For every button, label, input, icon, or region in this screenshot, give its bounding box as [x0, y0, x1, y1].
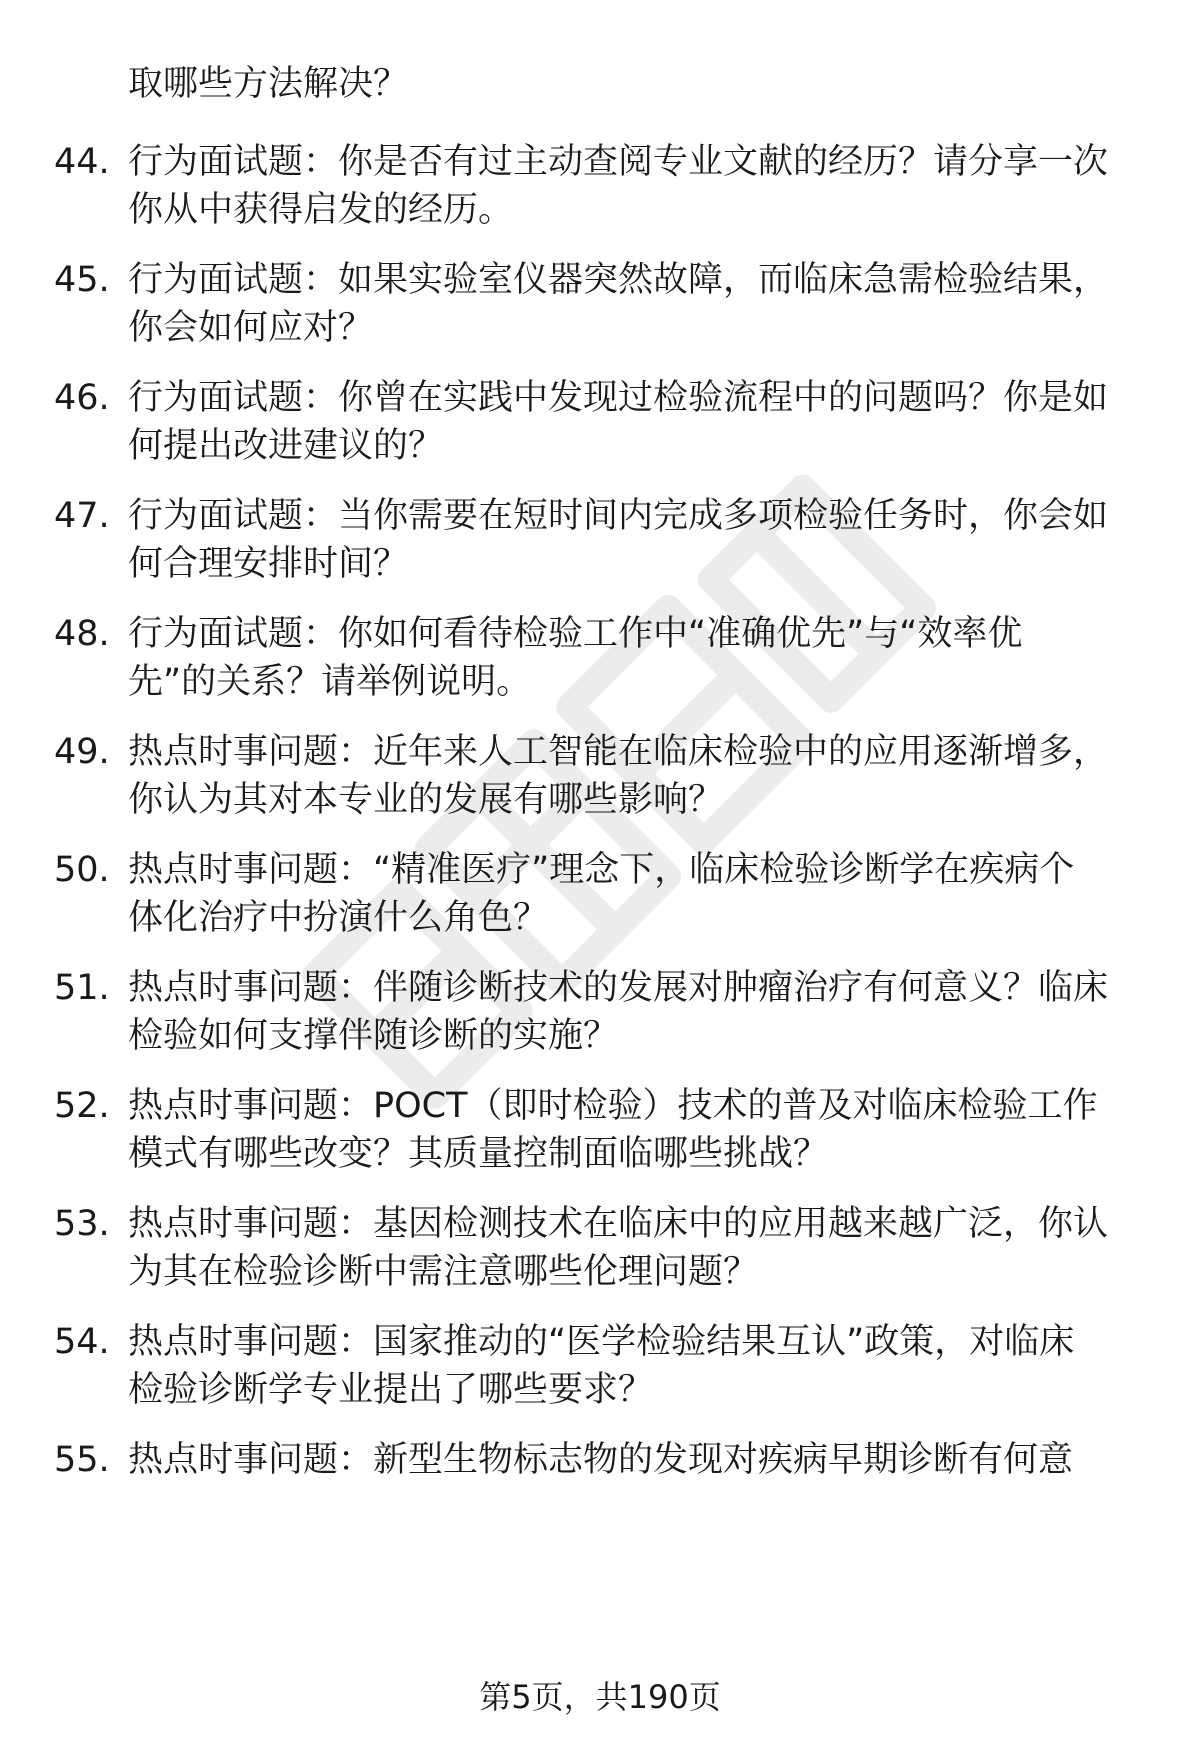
question-text	[128, 610, 1128, 706]
continuation-line: 取哪些方法解决？	[128, 64, 409, 104]
question-text-line: 你认为其对本专业的发展有哪些影响？	[128, 780, 724, 820]
question-number: 53.	[54, 1204, 110, 1244]
question-number: 49.	[54, 732, 110, 772]
page-footer: 第5页，共190页	[479, 1678, 721, 1716]
question-text-line: 热点时事问题：基因检测技术在临床中的应用越来越广泛，你认	[128, 1204, 1109, 1244]
question-text-line: 检验诊断学专业提出了哪些要求？	[128, 1370, 654, 1410]
question-text-line: 体化治疗中扮演什么角色？	[128, 898, 549, 938]
question-number: 46.	[54, 378, 110, 418]
question-text	[128, 1318, 1128, 1414]
question-number: 54.	[54, 1322, 110, 1362]
question-number: 45.	[54, 260, 110, 300]
question-text	[128, 1436, 1128, 1484]
question-text-line: 模式有哪些改变？其质量控制面临哪些挑战？	[128, 1134, 829, 1174]
question-text-line: 何提出改进建议的？	[128, 426, 444, 466]
question-text	[128, 964, 1128, 1060]
question-text	[128, 728, 1128, 824]
question-number: 51.	[54, 968, 110, 1008]
question-text-line: 何合理安排时间？	[128, 544, 409, 584]
question-text-line: 热点时事问题：新型生物标志物的发现对疾病早期诊断有何意	[128, 1440, 1074, 1480]
question-text	[128, 138, 1128, 234]
question-text-line: 行为面试题：你如何看待检验工作中“准确优先”与“效率优	[128, 614, 1023, 654]
question-text-line: 热点时事问题：POCT（即时检验）技术的普及对临床检验工作	[128, 1086, 1098, 1126]
question-number: 52.	[54, 1086, 110, 1126]
question-text-line: 热点时事问题：伴随诊断技术的发展对肿瘤治疗有何意义？临床	[128, 968, 1109, 1008]
question-text	[128, 492, 1128, 588]
question-text-line: 行为面试题：如果实验室仪器突然故障，而临床急需检验结果，	[128, 260, 1109, 300]
question-number: 47.	[54, 496, 110, 536]
question-text	[128, 1200, 1128, 1296]
question-text	[128, 1082, 1128, 1178]
question-text-line: 你会如何应对？	[128, 308, 374, 348]
question-text-line: 为其在检验诊断中需注意哪些伦理问题？	[128, 1252, 759, 1292]
question-number: 50.	[54, 850, 110, 890]
question-text-line: 你从中获得启发的经历。	[128, 190, 514, 230]
question-number: 55.	[54, 1440, 110, 1480]
question-text	[128, 256, 1128, 352]
question-text-line: 检验如何支撑伴随诊断的实施？	[128, 1016, 619, 1056]
question-number: 44.	[54, 142, 110, 182]
question-text-line: 热点时事问题：国家推动的“医学检验结果互认”政策，对临床	[128, 1322, 1075, 1362]
question-number: 48.	[54, 614, 110, 654]
question-text-line: 行为面试题：你曾在实践中发现过检验流程中的问题吗？你是如	[128, 378, 1109, 418]
question-text	[128, 846, 1128, 942]
question-text-line: 行为面试题：当你需要在短时间内完成多项检验任务时，你会如	[128, 496, 1109, 536]
question-text-line: 热点时事问题：近年来人工智能在临床检验中的应用逐渐增多，	[128, 732, 1109, 772]
question-text	[128, 374, 1128, 470]
question-text-line: 先”的关系？请举例说明。	[128, 662, 532, 702]
question-text-line: 热点时事问题：“精准医疗”理念下，临床检验诊断学在疾病个	[128, 850, 1075, 890]
question-text-line: 行为面试题：你是否有过主动查阅专业文献的经历？请分享一次	[128, 142, 1109, 182]
